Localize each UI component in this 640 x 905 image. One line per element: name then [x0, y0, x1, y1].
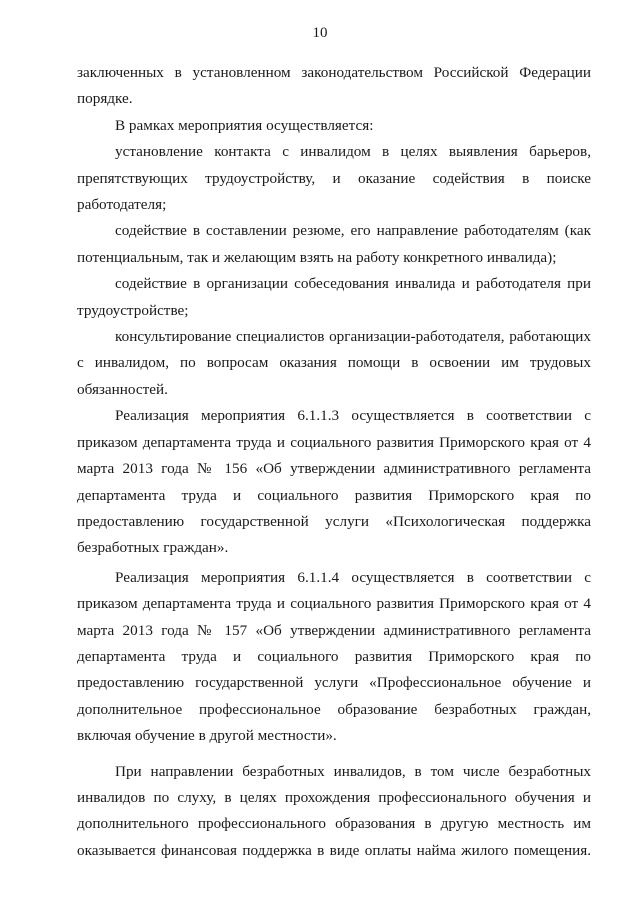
page-number: 10	[312, 25, 328, 41]
paragraph-list-item-interview: содействие в организации собеседования инвалида и работодателя при трудоустройстве;	[77, 275, 591, 319]
paragraph-list-item-contact: установление контакта с инвалидом в целях выявления барьеров, препятствующих трудоустройству, и оказание содействия в поиске работодателя;	[77, 143, 591, 214]
paragraph-intro: В рамках мероприятия осуществляется:	[115, 116, 374, 134]
paragraph-list-item-consulting: консультирование специалистов организации-работодателя, работающих с инвалидом, по вопросам оказания помощи в освоении им трудовых обязанностей.	[77, 328, 591, 398]
paragraph-measure-6114: Реализация мероприятия 6.1.1.4 осуществляется в соответствии с приказом департамента труда и социального развития Приморского края от 4 марта 2013 года № 157 «Об утверждении административного регламента департамента труда и социального развития Приморского края по предоставлению государственной услуги «Профессиональное обучение и дополнительное профессиональное образование безработных граждан, включая обучение в другой местности».	[77, 568, 591, 745]
paragraph-financial-support: При направлении безработных инвалидов, в том числе безработных инвалидов по слуху, в целях прохождения профессионального обучения и дополнительного профессионального образования в другую местность им оказывается финансовая поддержка в виде оплаты найма жилого помещения.	[77, 762, 591, 859]
paragraph-measure-6113: Реализация мероприятия 6.1.1.3 осуществляется в соответствии с приказом департамента труда и социального развития Приморского края от 4 марта 2013 года № 156 «Об утверждении административного регламента департамента труда и социального развития Приморского края по предоставлению государственной услуги «Психологическая поддержка безработных граждан».	[77, 407, 591, 557]
paragraph-continuation: заключенных в установленном законодательством Российской Федерации порядке.	[77, 64, 591, 108]
paragraph-list-item-resume: содействие в составлении резюме, его направление работодателям (как потенциальным, так и желающим взять на работу конкретного инвалида);	[77, 222, 591, 266]
document-body	[77, 60, 591, 864]
